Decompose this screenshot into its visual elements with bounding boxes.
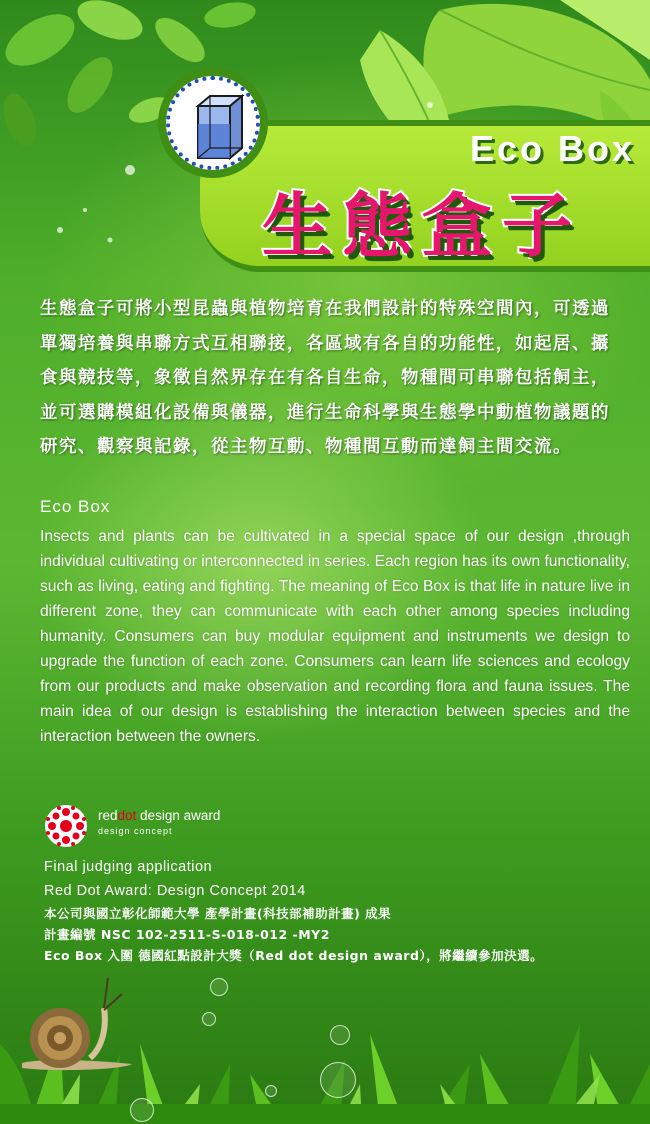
title-chinese: 生態盒子 <box>262 185 582 267</box>
reddot-word-award: design award <box>136 808 221 823</box>
award-line-4: 計畫編號 NSC 102-2511-S-018-012 -MY2 <box>44 927 330 942</box>
award-line-3: 本公司與國立彰化師範大學 產學計畫(科技部補助計畫) 成果 <box>44 906 392 921</box>
description-english-heading: Eco Box <box>40 497 111 516</box>
reddot-word-red: red <box>98 808 118 823</box>
bubble <box>265 1085 277 1097</box>
snail-illustration <box>12 968 142 1078</box>
award-line-1: Final judging application <box>44 859 213 875</box>
bubble <box>320 1062 356 1098</box>
reddot-wordmark <box>98 808 220 823</box>
description-english-body: Insects and plants can be cultivated in a special space of our design ,through individual cultivating or interconnected in series. Each region has its own functionality, such as living, eating and fighting. The meaning of Eco Box is that life in nature live in different zone, they can communicate with each other among species including humanity. Consumers can buy modular equipment and instruments we design to upgrade the function of each zone. Consumers can learn life sciences and ecology from our products and make observation and recording flora and fauna issues. The main idea of our design is establishing the interaction between species and the interaction between the owners. <box>40 528 630 745</box>
bubble <box>330 1025 350 1045</box>
award-line-2: Red Dot Award: Design Concept 2014 <box>44 883 306 899</box>
title-english: Eco Box <box>469 128 635 169</box>
reddot-word-dot: dot <box>117 808 137 823</box>
reddot-subtitle: design concept <box>98 826 173 836</box>
description-chinese: 生態盒子可將小型昆蟲與植物培育在我們設計的特殊空間內，可透過單獨培養與串聯方式互相聯接，各區域有各自的功能性，如起居、攝食與競技等，象徵自然界存在有各自生命，物種間可串聯包括飼主，並可選購模組化設備與儀器，進行生命科學與生態學中動植物議題的研究、觀察與記錄，從主物互動、物種間互動而達飼主間交流。 <box>40 299 610 457</box>
bubble <box>202 1012 216 1026</box>
eco-box-cube-icon <box>192 94 248 160</box>
reddot-logo <box>44 804 244 848</box>
bubble <box>210 978 228 996</box>
reddot-emblem-icon <box>44 804 88 848</box>
badge-inner <box>166 76 260 170</box>
award-line-5: Eco Box 入圍 德國紅點設計大獎（Red dot design award），將繼續參加決選。 <box>44 948 544 963</box>
logo-badge <box>158 68 268 178</box>
bubble <box>130 1098 154 1122</box>
